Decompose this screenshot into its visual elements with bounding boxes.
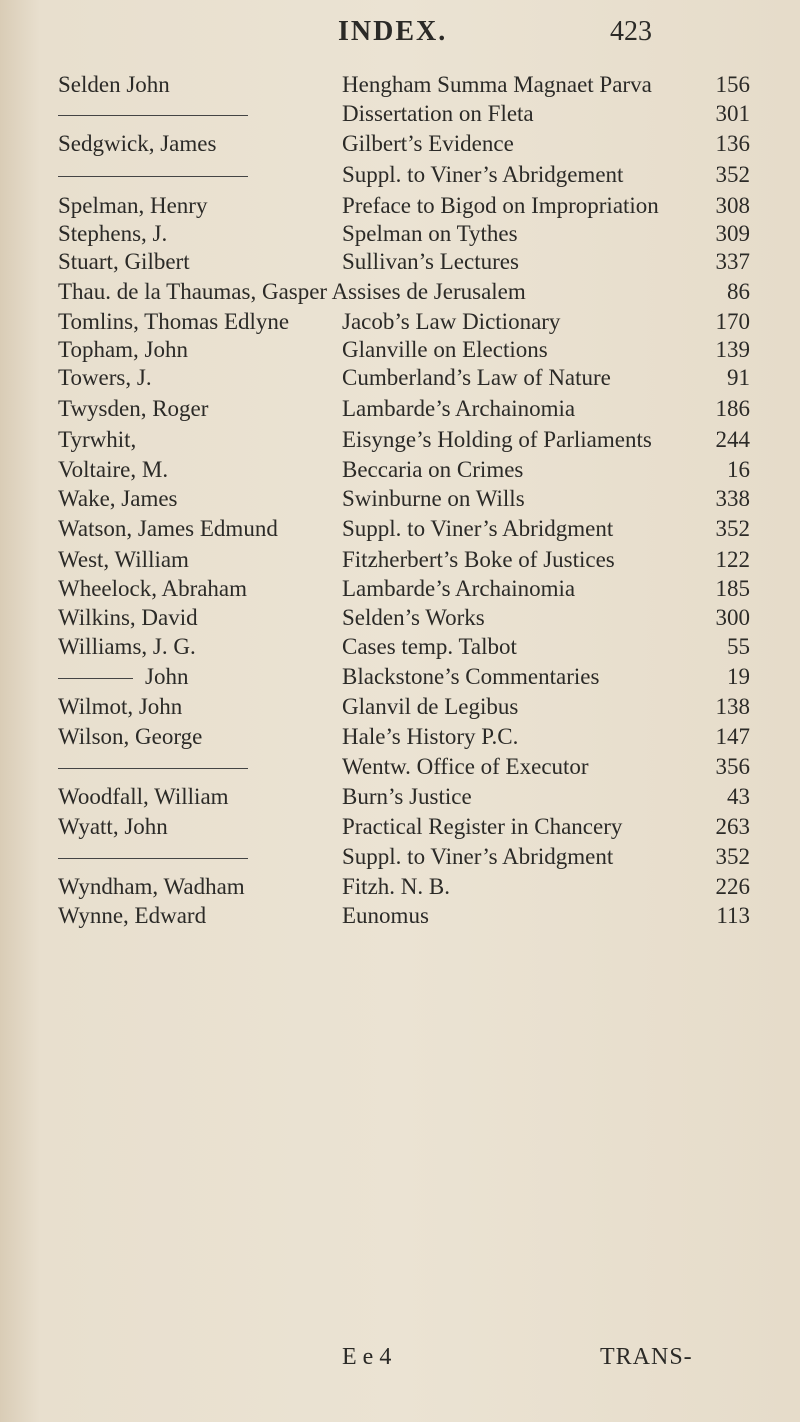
entry-work: Cumberland’s Law of Nature bbox=[342, 365, 611, 390]
entry-work: Beccaria on Crimes bbox=[342, 457, 524, 482]
index-entry bbox=[0, 664, 800, 694]
ditto-rule bbox=[58, 176, 248, 177]
index-entry bbox=[0, 457, 800, 486]
entry-work: Gilbert’s Evidence bbox=[342, 131, 514, 156]
entry-author: Tomlins, Thomas Edlyne bbox=[58, 309, 290, 334]
page-footer bbox=[0, 1344, 800, 1384]
entry-page: 139 bbox=[715, 337, 750, 362]
entry-page: 170 bbox=[715, 309, 750, 334]
entry-work: Eunomus bbox=[342, 903, 429, 928]
entry-author: Voltaire, M. bbox=[58, 457, 169, 482]
entry-page: 185 bbox=[715, 576, 750, 601]
signature-mark: E e 4 bbox=[342, 1344, 392, 1370]
entry-page: 19 bbox=[727, 664, 750, 689]
index-entry bbox=[0, 337, 800, 365]
entry-work: Suppl. to Viner’s Abridgment bbox=[342, 844, 614, 869]
entry-page: 356 bbox=[715, 754, 750, 779]
entry-work: Eisynge’s Holding of Parliaments bbox=[342, 427, 652, 452]
entry-page: 138 bbox=[715, 694, 750, 719]
entry-page: 352 bbox=[715, 844, 750, 869]
index-entry bbox=[0, 754, 800, 784]
entry-author: Wheelock, Abraham bbox=[58, 576, 248, 601]
entry-author: Topham, John bbox=[58, 337, 188, 362]
index-entry bbox=[0, 814, 800, 844]
index-entry bbox=[0, 486, 800, 516]
index-entry bbox=[0, 249, 800, 279]
entry-author: Stephens, J. bbox=[58, 221, 168, 246]
entry-author: Watson, James Edmund bbox=[58, 516, 278, 541]
entry-work: Suppl. to Viner’s Abridgement bbox=[342, 162, 624, 187]
entry-work: Wentw. Office of Executor bbox=[342, 754, 589, 779]
entry-author: Sedgwick, James bbox=[58, 131, 217, 156]
entry-page: 16 bbox=[727, 457, 750, 482]
index-entry bbox=[0, 874, 800, 903]
entry-page: 301 bbox=[715, 101, 750, 126]
entry-work: Spelman on Tythes bbox=[342, 221, 518, 246]
entry-author: Tyrwhit, bbox=[58, 427, 137, 452]
entry-work: Blackstone’s Commentaries bbox=[342, 664, 600, 689]
index-entries bbox=[0, 72, 800, 932]
catchword: TRANS- bbox=[600, 1344, 693, 1370]
entry-page: 226 bbox=[715, 874, 750, 899]
index-entry bbox=[0, 903, 800, 932]
index-entry bbox=[0, 162, 800, 193]
entry-page: 337 bbox=[715, 249, 750, 274]
index-entry bbox=[0, 547, 800, 576]
entry-page: 136 bbox=[715, 131, 750, 156]
index-entry bbox=[0, 365, 800, 396]
entry-work: Swinburne on Wills bbox=[342, 486, 525, 511]
entry-page: 338 bbox=[715, 486, 750, 511]
entry-author: Wyatt, John bbox=[58, 814, 168, 839]
entry-author: Wilson, George bbox=[58, 724, 203, 749]
index-title: INDEX. bbox=[338, 16, 448, 47]
index-entry bbox=[0, 101, 800, 131]
entry-author: Spelman, Henry bbox=[58, 193, 208, 218]
index-entry bbox=[0, 72, 800, 101]
ditto-rule bbox=[58, 678, 133, 679]
entry-author: West, William bbox=[58, 547, 189, 572]
page-number: 423 bbox=[610, 16, 652, 47]
entry-author: Selden John bbox=[58, 72, 170, 97]
ditto-rule bbox=[58, 768, 248, 769]
ditto-rule bbox=[58, 115, 248, 116]
index-entry bbox=[0, 605, 800, 634]
entry-page: 91 bbox=[727, 365, 750, 390]
entry-work: Sullivan’s Lectures bbox=[342, 249, 519, 274]
entry-work: Hengham Summa Magnaet Parva bbox=[342, 72, 652, 97]
index-entry bbox=[0, 634, 800, 664]
entry-work: Lambarde’s Archainomia bbox=[342, 396, 576, 421]
entry-page: 113 bbox=[716, 903, 750, 928]
entry-author: Wynne, Edward bbox=[58, 903, 207, 928]
entry-work: Fitzh. N. B. bbox=[342, 874, 450, 899]
index-entry bbox=[0, 279, 800, 309]
entry-page: 122 bbox=[715, 547, 750, 572]
entry-work: Suppl. to Viner’s Abridgment bbox=[342, 516, 614, 541]
ditto-rule bbox=[58, 858, 248, 859]
entry-author: Woodfall, William bbox=[58, 784, 229, 809]
index-entry bbox=[0, 131, 800, 162]
entry-work: Selden’s Works bbox=[342, 605, 485, 630]
index-entry bbox=[0, 694, 800, 724]
entry-page: 352 bbox=[715, 162, 750, 187]
entry-author: Wyndham, Wadham bbox=[58, 874, 245, 899]
entry-author: Williams, J. G. bbox=[58, 634, 196, 659]
entry-author: Towers, J. bbox=[58, 365, 152, 390]
entry-page: 43 bbox=[727, 784, 750, 809]
entry-page: 186 bbox=[715, 396, 750, 421]
entry-work: Dissertation on Fleta bbox=[342, 101, 534, 126]
index-entry bbox=[0, 784, 800, 814]
entry-page: 55 bbox=[727, 634, 750, 659]
entry-page: 352 bbox=[715, 516, 750, 541]
entry-work: Preface to Bigod on Impropriation bbox=[342, 193, 659, 218]
entry-work: Glanville on Elections bbox=[342, 337, 548, 362]
entry-work: Fitzherbert’s Boke of Justices bbox=[342, 547, 615, 572]
entry-page: 244 bbox=[715, 427, 750, 452]
index-entry bbox=[0, 724, 800, 754]
entry-page: 156 bbox=[715, 72, 750, 97]
entry-work: Burn’s Justice bbox=[342, 784, 472, 809]
entry-page: 309 bbox=[715, 221, 750, 246]
index-entry bbox=[0, 516, 800, 547]
entry-author: Wake, James bbox=[58, 486, 178, 511]
entry-author: Wilmot, John bbox=[58, 694, 183, 719]
entry-author: Wilkins, David bbox=[58, 605, 198, 630]
entry-work: Cases temp. Talbot bbox=[342, 634, 517, 659]
index-entry bbox=[0, 576, 800, 605]
entry-work: Jacob’s Law Dictionary bbox=[342, 309, 561, 334]
index-entry bbox=[0, 427, 800, 457]
entry-work: Lambarde’s Archainomia bbox=[342, 576, 576, 601]
entry-author: Stuart, Gilbert bbox=[58, 249, 190, 274]
page-header bbox=[0, 16, 800, 56]
index-entry bbox=[0, 844, 800, 874]
entry-author: Twysden, Roger bbox=[58, 396, 209, 421]
entry-author: John bbox=[145, 664, 189, 689]
entry-work: Hale’s History P.C. bbox=[342, 724, 519, 749]
index-entry bbox=[0, 396, 800, 427]
entry-page: 308 bbox=[715, 193, 750, 218]
entry-page: 86 bbox=[727, 279, 750, 304]
entry-page: 147 bbox=[715, 724, 750, 749]
entry-work: Practical Register in Chancery bbox=[342, 814, 623, 839]
index-entry bbox=[0, 221, 800, 249]
entry-full-line: Thau. de la Thaumas, Gasper Assises de Jerusalem bbox=[58, 279, 526, 304]
entry-work: Glanvil de Legibus bbox=[342, 694, 519, 719]
index-entry bbox=[0, 193, 800, 221]
entry-page: 263 bbox=[715, 814, 750, 839]
index-entry bbox=[0, 309, 800, 337]
entry-page: 300 bbox=[715, 605, 750, 630]
